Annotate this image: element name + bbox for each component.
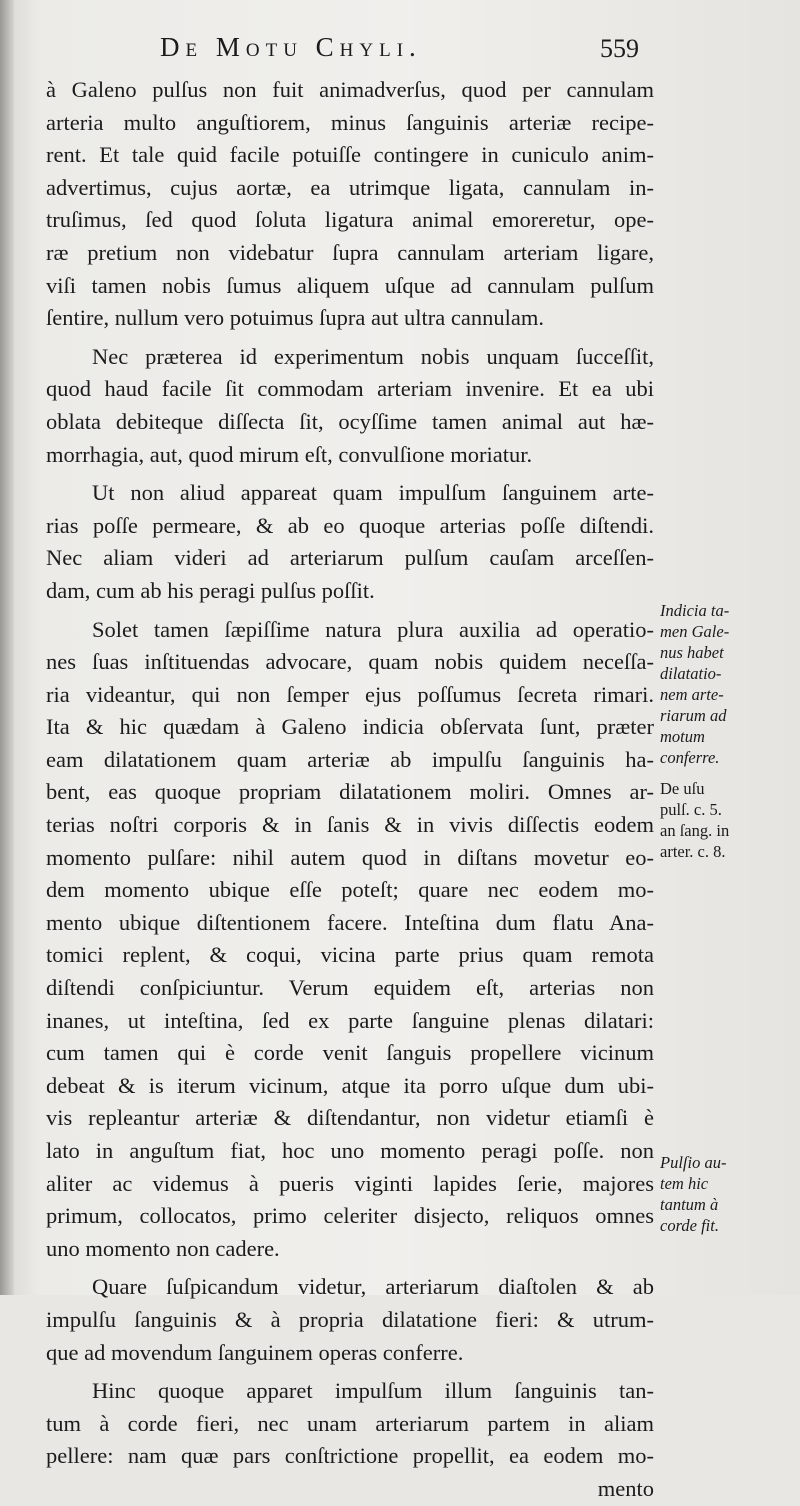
paragraph-1 <box>46 74 654 335</box>
text-line: lato in anguſtum fiat, hoc uno momento peragi poſſe. non <box>46 1138 654 1163</box>
note-line: men Gale- <box>660 622 730 641</box>
text-line: Hinc quoque apparet impulſum illum ſanguinis tan- <box>92 1378 654 1404</box>
text-line: à Galeno pulſus non fuit animadverſus, quod per cannulam <box>46 77 654 102</box>
note-line: corde fit. <box>660 1216 719 1235</box>
text-line: arteria multo anguſtiorem, minus ſanguinis arteriæ recipe- <box>46 109 654 135</box>
note-line: De uſu <box>660 779 705 798</box>
text-line: eam dilatationem quam arteriæ ab impulſu ſanguinis ha- <box>46 746 654 772</box>
text-line: nes ſuas inſtituendas advocare, quam nobis quidem neceſſa- <box>46 649 654 675</box>
text-line: cum tamen qui è corde venit ſanguis propellere vicinum <box>46 1040 654 1066</box>
text-line: uno momento non cadere. <box>46 1235 280 1261</box>
note-line: tem hic <box>660 1174 709 1193</box>
note-line: an ſang. in <box>660 821 730 840</box>
note-line: nem arte- <box>660 685 724 704</box>
gutter-shadow <box>0 0 14 1295</box>
text-line: que ad movendum ſanguinem operas conferre. <box>46 1339 464 1365</box>
note-line: pulſ. c. 5. <box>660 800 722 819</box>
text-line: dam, cum ab his peragi pulſus poſſit. <box>46 577 375 603</box>
text-line: Nec præterea id experimentum nobis unquam ſucceſſit, <box>92 343 654 369</box>
text-line: ſentire, nullum vero potuimus ſupra aut ultra cannulam. <box>46 305 544 331</box>
page-number: 559 <box>600 34 639 63</box>
text-line: rent. Et tale quid facile potuiſſe contingere in cuniculo anim- <box>46 142 654 168</box>
paragraph-4 <box>46 614 654 1266</box>
text-line: quod haud facile ſit commodam arteriam invenire. Et ea ubi <box>46 376 654 402</box>
text-line: diſtendi conſpiciuntur. Verum equidem eſt, arterias non <box>46 975 654 1001</box>
text-line: ria videantur, qui non ſemper ejus poſſumus ſecreta rimari. <box>46 681 654 707</box>
note-line: Indicia ta- <box>660 601 730 620</box>
text-line: tum à corde fieri, nec unam arteriarum partem in aliam <box>46 1410 654 1436</box>
text-line: mento ubique diſtentionem facere. Inteſtina dum flatu Ana- <box>46 909 654 935</box>
text-line: morrhagia, aut, quod mirum eſt, convulſione moriatur. <box>46 441 533 467</box>
text-line: mento <box>597 1475 654 1501</box>
text-line: momento pulſare: nihil autem quod in diſtans movetur eo- <box>46 844 654 870</box>
paragraph-5 <box>46 1271 654 1369</box>
text-line: truſimus, ſed quod ſoluta ligatura animal emoreretur, ope- <box>46 207 654 233</box>
running-title: De Motu Chyli. <box>160 32 422 62</box>
text-line: dem momento ubique eſſe poteſt; quare nec eodem mo- <box>46 877 654 903</box>
margin-note-3 <box>660 1152 726 1236</box>
text-line: rias poſſe permeare, & ab eo quoque arterias poſſe diſtendi. <box>46 512 654 538</box>
text-line: ræ pretium non videbatur ſupra cannulam arteriam ligare, <box>46 239 654 265</box>
note-line: conferre. <box>660 748 720 767</box>
note-line: arter. c. 8. <box>660 842 726 861</box>
paragraph-2 <box>46 341 654 471</box>
text-line: aliter ac videmus à pueris viginti lapides ſerie, majores <box>46 1170 654 1196</box>
note-line: riarum ad <box>660 706 727 725</box>
text-line: Nec aliam videri ad arteriarum pulſum cauſam arceſſen- <box>46 545 654 571</box>
margin-note-1 <box>660 600 729 768</box>
note-line: tantum à <box>660 1195 719 1214</box>
text-line: oblata debiteque diſſecta ſit, ocyſſime tamen animal aut hæ- <box>46 408 654 434</box>
text-line: viſi tamen nobis ſumus aliquem uſque ad cannulam pulſum <box>46 272 654 298</box>
text-line: Ita & hic quædam à Galeno indicia obſervata ſunt, præter <box>46 714 654 740</box>
text-line: Solet tamen ſæpiſſime natura plura auxilia ad operatio- <box>92 616 654 642</box>
text-line: tomici replent, & coqui, vicina parte prius quam remota <box>46 942 654 968</box>
text-line: impulſu ſanguinis & à propria dilatatione fieri: & utrum- <box>46 1306 654 1332</box>
text-line: inanes, ut inteſtina, ſed ex parte ſanguine plenas dilatari: <box>46 1007 654 1033</box>
note-line: dilatatio- <box>660 664 722 683</box>
text-line: Ut non aliud appareat quam impulſum ſanguinem arte- <box>92 480 654 506</box>
paragraph-6 <box>46 1375 654 1505</box>
text-line: bent, eas quoque propriam dilatationem moliri. Omnes ar- <box>46 779 654 805</box>
page-header <box>160 32 660 68</box>
text-line: Quare ſuſpicandum videtur, arteriarum diaſtolen & ab <box>92 1274 654 1300</box>
paragraph-3 <box>46 477 654 607</box>
text-line: advertimus, cujus aortæ, ea utrimque ligata, cannulam in- <box>46 174 654 200</box>
body-text <box>46 74 654 1506</box>
note-line: Pulſio au- <box>660 1153 727 1172</box>
text-line: vis repleantur arteriæ & diſtendantur, non videtur etiamſi è <box>46 1105 654 1131</box>
text-line: terias noſtri corporis & in ſanis & in vivis diſſectis eodem <box>46 812 654 838</box>
text-line: debeat & is iterum vicinum, atque ita porro uſque dum ubi- <box>46 1072 654 1098</box>
text-line: primum, collocatos, primo celeriter disjecto, reliquos omnes <box>46 1203 654 1229</box>
note-line: motum <box>660 727 705 746</box>
margin-note-2 <box>660 778 729 862</box>
text-line: pellere: nam quæ pars conſtrictione propellit, ea eodem mo- <box>46 1443 654 1469</box>
note-line: nus habet <box>660 643 724 662</box>
